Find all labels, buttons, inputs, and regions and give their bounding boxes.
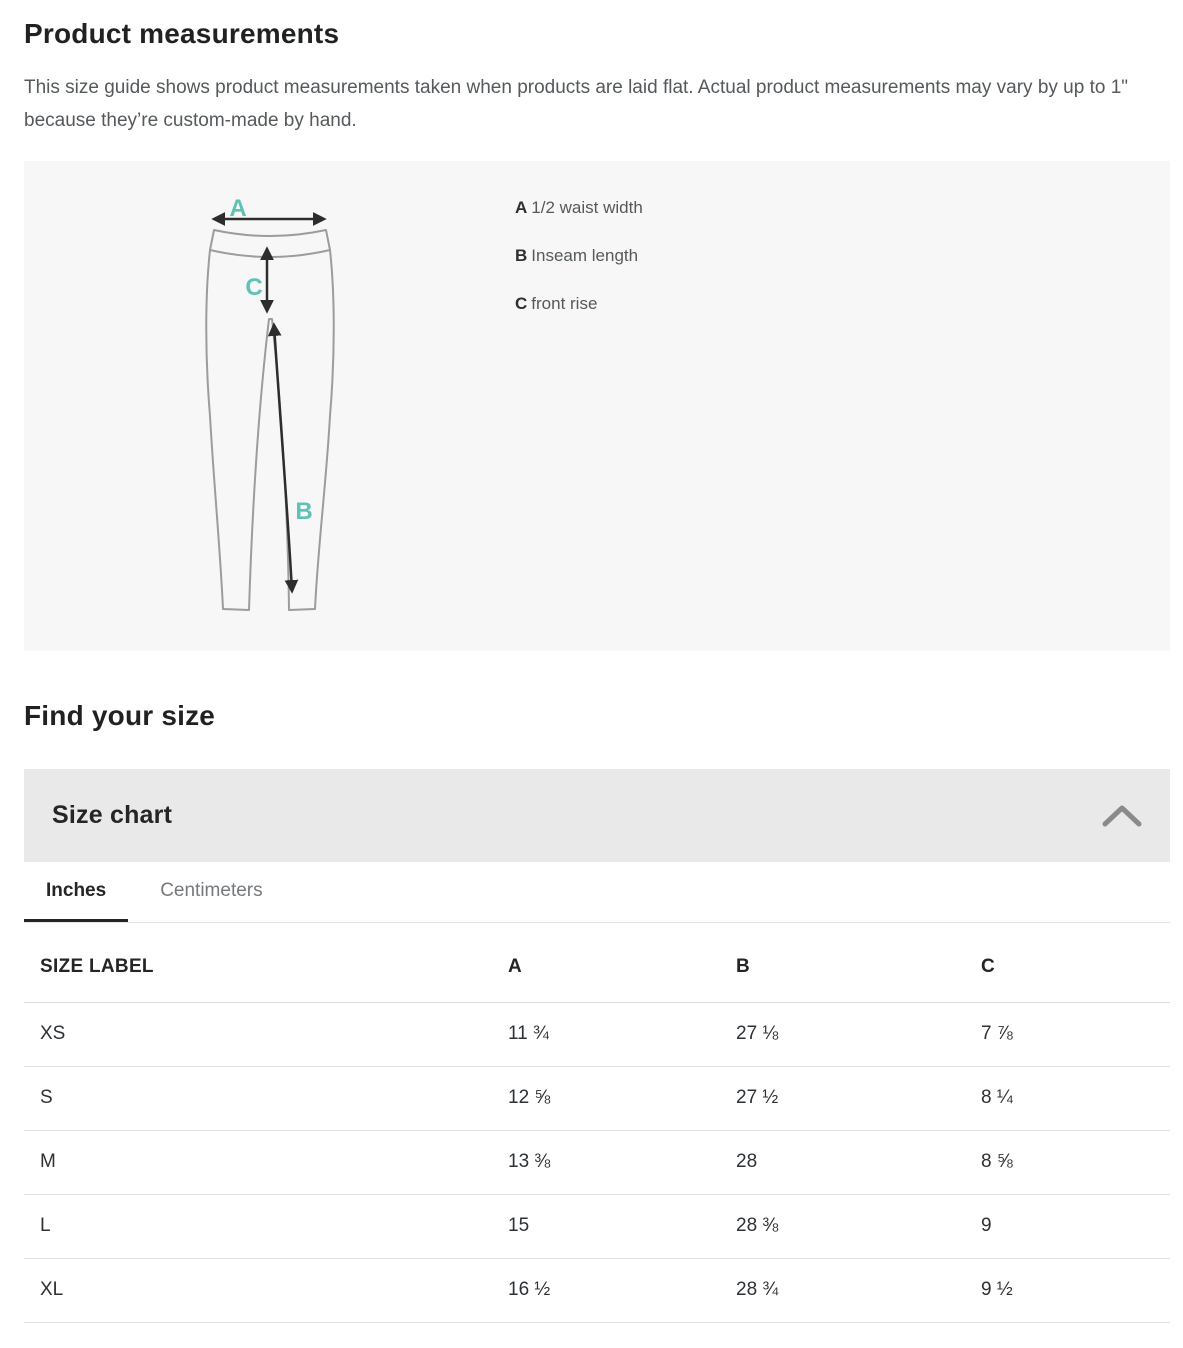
table-row-l <box>24 1195 1170 1259</box>
arrow-b-inseam <box>274 325 292 591</box>
legend-key-a: A <box>515 198 528 217</box>
value-cell-c: 8 ⅝ <box>965 1131 1170 1195</box>
size-label-cell: L <box>24 1195 492 1259</box>
value-cell-c: 9 ½ <box>965 1259 1170 1323</box>
legend-label-b: Inseam length <box>531 246 639 265</box>
measurement-diagram-panel <box>24 161 1170 651</box>
size-label-cell: S <box>24 1067 492 1131</box>
diagram-label-c: C <box>245 274 263 301</box>
legend-item-c <box>515 293 643 314</box>
legend-item-a <box>515 197 643 218</box>
value-cell-a: 13 ⅜ <box>492 1131 720 1195</box>
value-cell-b: 28 ¾ <box>720 1259 965 1323</box>
unit-tabs <box>24 862 1170 923</box>
column-header-size-label: SIZE LABEL <box>24 923 492 1003</box>
value-cell-a: 16 ½ <box>492 1259 720 1323</box>
value-cell-c: 7 ⅞ <box>965 1003 1170 1067</box>
page-title: Product measurements <box>24 18 340 49</box>
value-cell-a: 12 ⅝ <box>492 1067 720 1131</box>
leggings-outline <box>206 250 334 610</box>
value-cell-a: 15 <box>492 1195 720 1259</box>
size-label-cell: XL <box>24 1259 492 1323</box>
measurement-legend <box>515 197 643 341</box>
legend-label-c: front rise <box>531 294 598 313</box>
value-cell-b: 27 ⅛ <box>720 1003 965 1067</box>
size-guide-description: This size guide shows product measurements taken when products are laid flat. Actual product measurements may vary by up to 1" because they’re custom-made by hand. <box>24 77 1129 131</box>
size-guide-page <box>0 18 1183 1323</box>
legend-key-c: C <box>515 294 528 313</box>
value-cell-b: 28 ⅜ <box>720 1195 965 1259</box>
diagram-label-a: A <box>229 195 247 222</box>
size-label-cell: M <box>24 1131 492 1195</box>
value-cell-b: 28 <box>720 1131 965 1195</box>
size-chart-collapse-header[interactable] <box>24 769 1170 862</box>
tab-inches[interactable]: Inches <box>24 862 128 922</box>
legend-key-b: B <box>515 246 528 265</box>
value-cell-c: 8 ¼ <box>965 1067 1170 1131</box>
leggings-diagram <box>185 186 355 626</box>
table-row-s <box>24 1067 1170 1131</box>
table-row-xs <box>24 1003 1170 1067</box>
tab-centimeters[interactable]: Centimeters <box>160 879 263 901</box>
value-cell-a: 11 ¾ <box>492 1003 720 1067</box>
value-cell-b: 27 ½ <box>720 1067 965 1131</box>
table-row-xl <box>24 1259 1170 1323</box>
legend-item-b <box>515 245 643 266</box>
column-header-b: B <box>720 923 965 1003</box>
column-header-c: C <box>965 923 1170 1003</box>
find-your-size-title: Find your size <box>24 700 216 731</box>
column-header-a: A <box>492 923 720 1003</box>
size-chart-table <box>24 923 1170 1323</box>
value-cell-c: 9 <box>965 1195 1170 1259</box>
chevron-up-icon[interactable] <box>1101 803 1143 829</box>
size-label-cell: XS <box>24 1003 492 1067</box>
table-header-row <box>24 923 1170 1003</box>
size-chart-title: Size chart <box>52 801 173 829</box>
leggings-waistband <box>210 230 330 257</box>
diagram-label-b: B <box>295 498 313 525</box>
legend-label-a: 1/2 waist width <box>531 198 643 217</box>
table-row-m <box>24 1131 1170 1195</box>
